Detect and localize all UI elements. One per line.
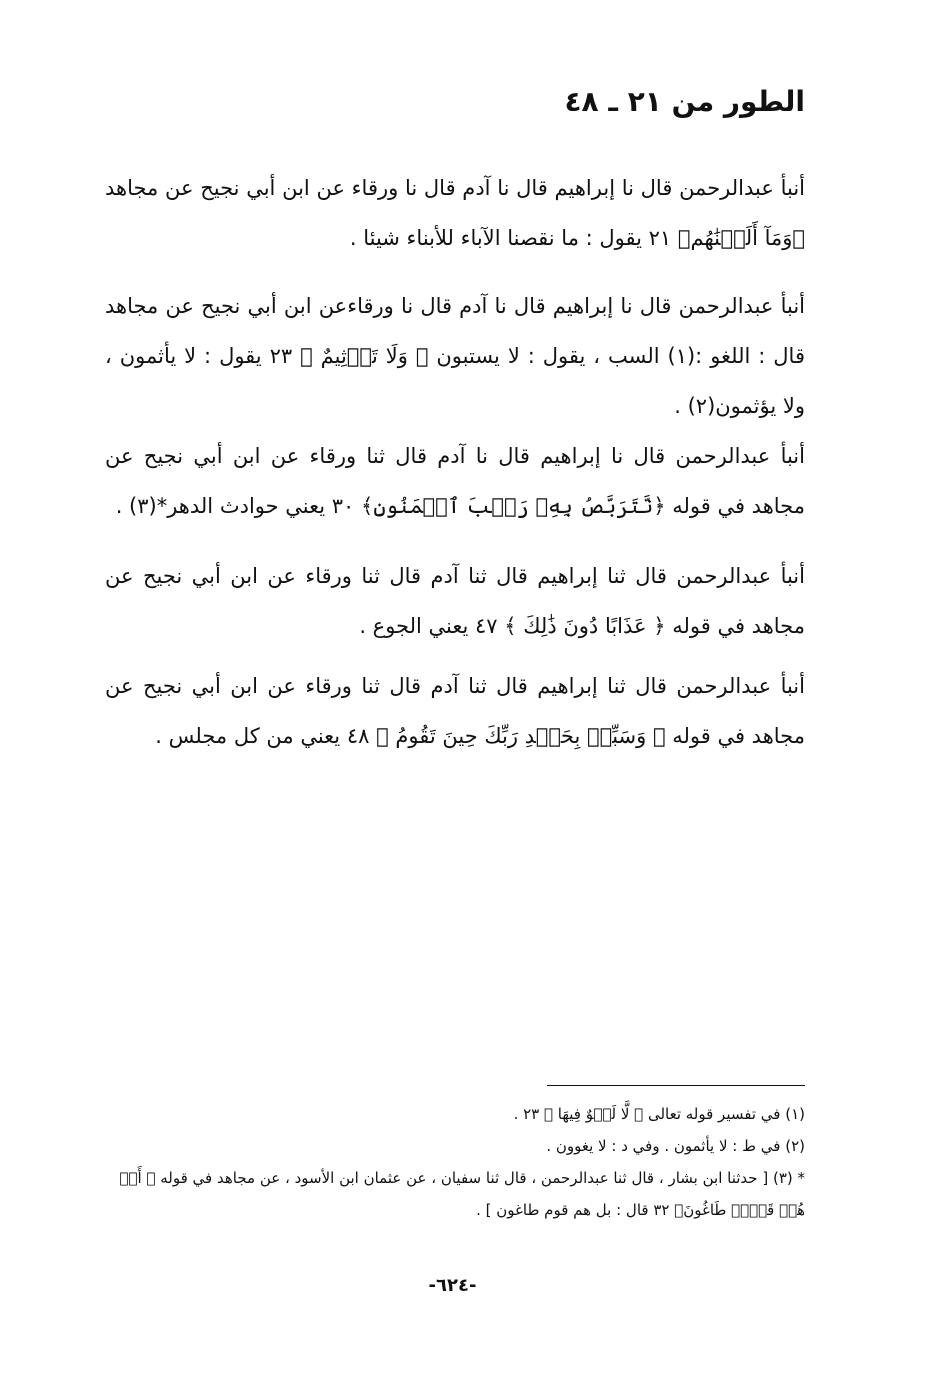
book-page: [100, 80, 805, 1330]
footnote-text: * (٣) [ حدثنا ابن بشار ، قال ثنا عبدالرحمن ، قال ثنا سفيان ، عن عثمان ابن الأسود ، عن مجاهد في قوله: [160, 1169, 805, 1187]
narration-paragraph-1: [105, 163, 805, 263]
narration-paragraph-3: [105, 431, 805, 531]
narration-paragraph-4: [105, 551, 805, 651]
footnote-reference: ٣٢ قال : بل هم قوم طاغون ] .: [476, 1201, 670, 1219]
footnote-reference: ٢٣ .: [513, 1105, 540, 1123]
footnote-text: (١) في تفسير قوله تعالى: [647, 1105, 805, 1123]
narration-explanation: ٢٣ يقول : لا يأثمون ، ولا يؤثمون(٢) .: [105, 344, 805, 418]
footnote-1: [100, 1098, 805, 1130]
footnote-divider: [547, 1085, 805, 1086]
narration-paragraph-2: [105, 281, 805, 431]
narration-explanation: ٣٠ يعني حوادث الدهر*(٣) .: [115, 494, 355, 518]
quran-verse: ﴿وَمَآ أَلَتۡنَٰهُم﴾: [677, 226, 805, 250]
quran-verse: ﴿ عَذَابًا دُونَ ذَٰلِكَ ﴾: [504, 614, 666, 638]
footnote-3: [100, 1162, 805, 1226]
quran-verse: ﴿ أَمۡ هُمۡ قَوۡمٞ طَاغُونَ﴾: [119, 1169, 805, 1219]
narration-explanation: ٤٨ يعني من كل مجلس .: [155, 724, 370, 748]
quran-verse: ﴿نَّتَرَبَّصُ بِهِۦ رَيۡبَ ٱلۡمَنُونِ﴾: [361, 494, 666, 518]
quran-verse: ﴿ لَّا لَغۡوٌ فِيهَا ﴾: [544, 1105, 644, 1123]
narration-text: أنبأ عبدالرحمن قال نا إبراهيم قال نا آدم قال ثنا ورقاء عن ابن أبي نجيح عن مجاهد في قوله: [105, 444, 805, 518]
narration-explanation: ٢١ يقول : ما نقصنا الآباء للأبناء شيئا .: [349, 226, 672, 250]
page-number: -٦٢٤-: [428, 1275, 477, 1296]
narration-text: أنبأ عبدالرحمن قال ثنا إبراهيم قال ثنا آدم قال ثنا ورقاء عن ابن أبي نجيح عن مجاهد في قوله: [105, 674, 805, 748]
narration-paragraph-5: [105, 661, 805, 761]
quran-verse: ﴿ وَلَا تَأۡثِيمٌ ﴾: [300, 344, 429, 368]
footnote-text: (٢) في ط : لا يأثمون . وفي د : لا يغوون .: [546, 1137, 805, 1155]
footnote-2: [100, 1130, 805, 1162]
footnotes: [100, 1098, 805, 1226]
narration-explanation: ٤٧ يعني الجوع .: [359, 614, 498, 638]
quran-verse: ﴿ وَسَبِّحۡ بِحَمۡدِ رَبِّكَ حِينَ تَقُومُ ﴾: [376, 724, 666, 748]
narration-text: أنبأ عبدالرحمن قال نا إبراهيم قال نا آدم قال نا ورقاء عن ابن أبي نجيح عن مجاهد: [105, 176, 805, 200]
narration-text: أنبأ عبدالرحمن قال نا إبراهيم قال نا آدم قال نا ورقاءعن ابن أبي نجيح عن مجاهد قال : اللغو :(١) السب ، يقول : لا يستبون: [105, 294, 805, 368]
section-heading: الطور من ٢١ ـ ٤٨: [564, 85, 805, 118]
narration-text: أنبأ عبدالرحمن قال ثنا إبراهيم قال ثنا آدم قال ثنا ورقاء عن ابن أبي نجيح عن مجاهد في قوله: [105, 564, 805, 638]
